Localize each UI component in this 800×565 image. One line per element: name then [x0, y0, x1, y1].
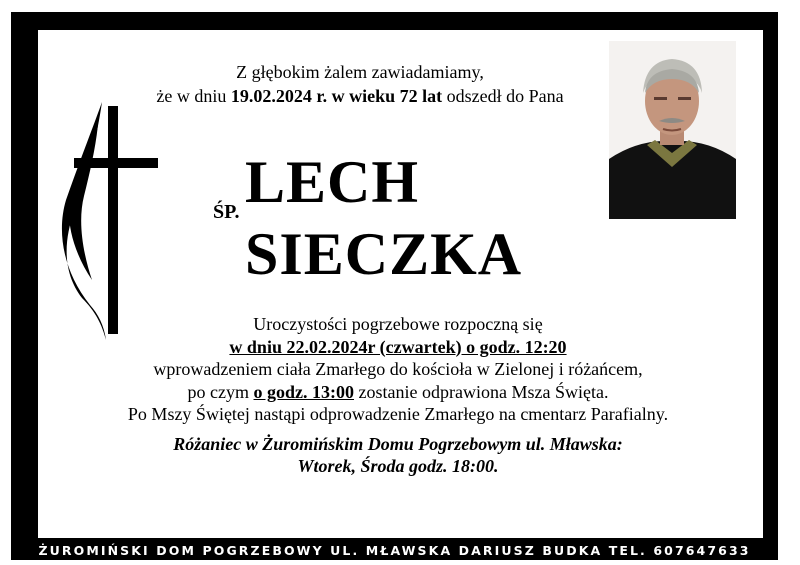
intro-line-1: Z głębokim żalem zawiadamiamy, [236, 62, 484, 82]
name-prefix: ŚP. [213, 201, 240, 223]
details-line-5: Po Mszy Świętej nastąpi odprowadzenie Zmarłego na cmentarz Parafialny. [127, 404, 669, 424]
rosary-line-1: Różaniec w Żuromińskim Domu Pogrzebowym ul. Mławska: [173, 434, 623, 454]
footer-text: ŻUROMIŃSKI DOM POGRZEBOWY UL. MŁAWSKA DARIUSZ BUDKA TEL. 607647633 [38, 542, 751, 558]
rosary-info [48, 433, 748, 477]
deceased-last-name: SIECZKA [245, 221, 523, 287]
funeral-date: w dniu 22.02.2024r (czwartek) o godz. 12:20 [229, 336, 567, 357]
intro-line-2 [110, 84, 610, 108]
details-line-3: wprowadzeniem ciała Zmarłego do kościoła w Zielonej i różańcem, [153, 359, 643, 379]
rosary-line-2: Wtorek, Środa godz. 18:00. [297, 456, 499, 476]
cross-with-flame-icon [52, 100, 164, 340]
details-line-1: Uroczystości pogrzebowe rozpoczną się [253, 314, 543, 334]
details-line-4-end: zostanie odprawiona Msza Święta. [354, 381, 609, 402]
death-date: 19.02.2024 r. w wieku 72 lat [230, 86, 443, 106]
details-line-4-start: po czym [187, 381, 254, 402]
footer-bar [11, 540, 778, 560]
intro-line-2-end: odszedł do Pana [442, 86, 564, 106]
deceased-first-name [213, 149, 420, 223]
funeral-details [48, 313, 748, 426]
mass-time: o godz. 13:00 [253, 381, 355, 402]
announcement-intro [110, 60, 610, 108]
first-name: LECH [245, 149, 420, 215]
intro-line-2-start: że w dniu [156, 86, 231, 106]
portrait-photo [609, 41, 736, 219]
details-line-4 [48, 381, 748, 404]
